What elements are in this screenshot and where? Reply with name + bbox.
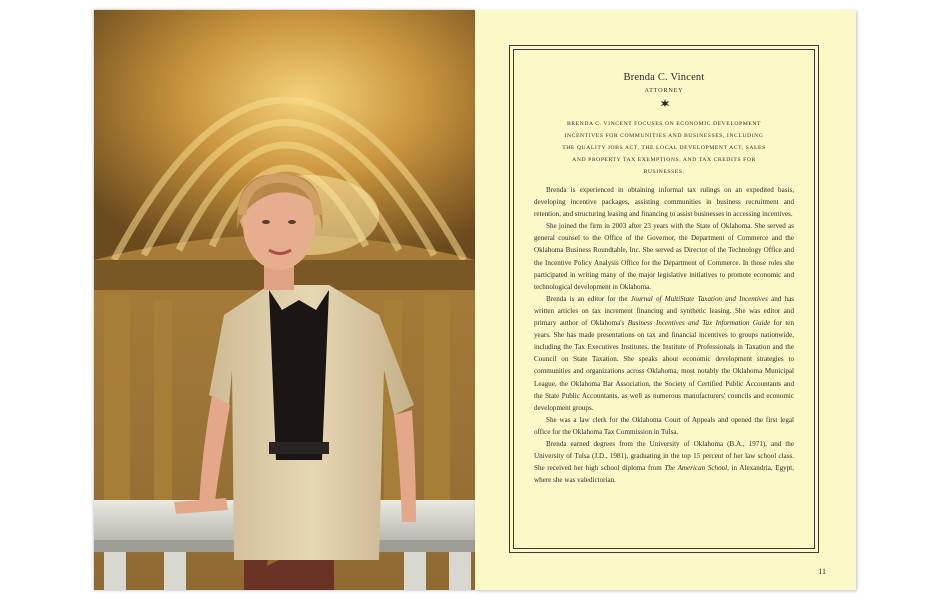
biography-text (534, 184, 794, 486)
attorney-summary: BRENDA C. VINCENT FOCUSES ON ECONOMIC DEVELOPMENT INCENTIVES FOR COMMUNITIES AND BUSINESSES, INCLUDING THE QUALITY JOBS ACT, THE LOCAL DEVELOPMENT ACT, SALES AND PROPERTY TAX EXEMPTIONS, AND TAX CREDITS FOR BUSINESSES. (562, 121, 766, 175)
portrait-photo (94, 10, 475, 590)
profile-page (475, 10, 856, 590)
attorney-title: ATTORNEY (644, 87, 684, 94)
bio-paragraph-5 (534, 438, 794, 486)
bio-paragraph-2: She joined the firm in 2003 after 23 years with the State of Oklahoma. She served as general counsel to the Office of the Governor, the Department of Commerce and the Oklahoma Business Roundtable, Inc. She served as Director of the Technology Office and the Incentive Policy Analysis Office for the Department of Commerce. In those roles she participated in writing many of the major legislative initiatives to promote economic and technological development in Oklahoma. (534, 222, 794, 291)
guide-title: Business Incentives and Tax Information Guide (627, 319, 771, 328)
page-frame-inner (513, 49, 815, 549)
bio-paragraph-1: Brenda is experienced in obtaining informal tax rulings on an expedited basis, developing incentive packages, assisting communities in business recruitment and retention, and structuring leasing and financing to assist businesses in accessing incentives. (534, 186, 794, 219)
bio-paragraph-5-part-b: in Alexandria, Egypt, where she was valedictorian. (534, 464, 795, 485)
bio-paragraph-3-part-c: for ten years. She has made presentations on tax and financial incentives to groups nationwide, including the Tax Executives Institutes, the Institute of Professionals in Taxation and the Council on State Taxation. She speaks about economic development strategies to communities and organizations across Oklahoma, most notably the Oklahoma Municipal League, the Oklahoma Bar Association, the Society of Certified Public Accountants and the State Public Accountants, as well as numerous manufacturers' councils and economic development groups. (534, 319, 794, 412)
page-frame (509, 45, 819, 553)
attorney-name: Brenda C. Vincent (623, 72, 705, 83)
fleuron-ornament-icon (659, 98, 671, 108)
bio-paragraph-4: She was a law clerk for the Oklahoma Court of Appeals and opened the first legal office for the Oklahoma Tax Commission in Tulsa. (534, 415, 794, 436)
bio-paragraph-3 (534, 293, 794, 414)
portrait-illustration (94, 10, 475, 590)
school-name: The American School, (664, 464, 729, 473)
journal-title: Journal of MultiState Taxation and Incentives (630, 294, 768, 303)
page-number: 11 (818, 567, 826, 576)
bio-paragraph-5-part-a: Brenda earned degrees from the University of Oklahoma (B.A., 1971), and the University of Tulsa (J.D., 1981), graduating in the top 15 percent of her law school class. She received her high school diploma from (534, 439, 794, 473)
bio-paragraph-3-part-b: and has written articles on tax increment financing and synthetic leasing. She was editor and primary author of Oklahoma's (534, 294, 794, 328)
bio-paragraph-3-part-a: Brenda is an editor for the (546, 294, 631, 303)
